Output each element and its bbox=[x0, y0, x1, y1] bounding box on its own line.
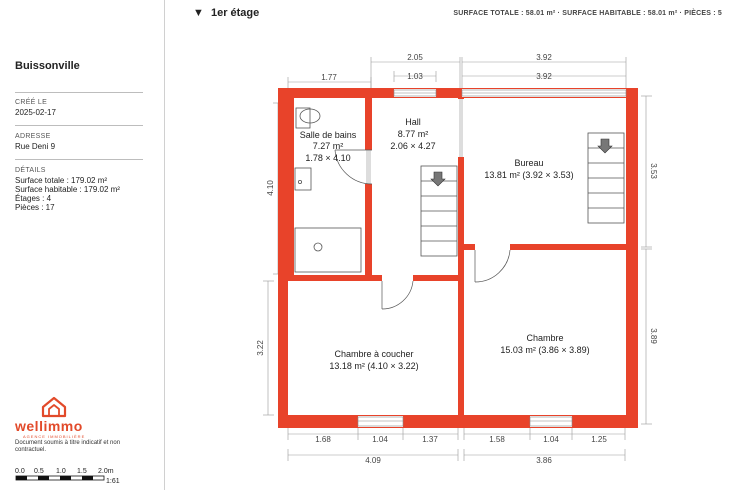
detail-floors: Étages : 4 bbox=[15, 194, 52, 203]
dimension-label: 1.03 bbox=[407, 72, 423, 81]
floor-surfaces-summary: SURFACE TOTALE : 58.01 m² · SURFACE HABITABLE : 58.01 m² · PIÈCES : 5 bbox=[453, 10, 722, 17]
stair-down-arrow-icon bbox=[598, 139, 612, 153]
sink-icon bbox=[295, 168, 311, 190]
scale-tick: 2.0m bbox=[98, 468, 114, 475]
scale-tick: 0.0 bbox=[15, 468, 25, 475]
dimension-label: 1.37 bbox=[422, 435, 438, 444]
detail-rooms: Pièces : 17 bbox=[15, 203, 55, 212]
scale-tick: 1.5 bbox=[77, 468, 87, 475]
dimension-label: 1.04 bbox=[372, 435, 388, 444]
disclaimer: Document soumis à titre indicatif et non contractuel. bbox=[15, 440, 121, 453]
dimension-label: 1.77 bbox=[321, 73, 337, 82]
scale-tick: 1.0 bbox=[56, 468, 66, 475]
room-name-hall: Hall bbox=[405, 117, 421, 127]
dimension-label: 3.53 bbox=[649, 163, 658, 179]
dimension-label: 2.05 bbox=[407, 53, 423, 62]
room-area-chambre: 15.03 m² (3.86 × 3.89) bbox=[500, 345, 590, 355]
dimension-label: 1.25 bbox=[591, 435, 607, 444]
stair-down-arrow-icon bbox=[431, 172, 445, 186]
room-area-bathroom: 7.27 m² bbox=[312, 141, 344, 151]
detail-living-surface: Surface habitable : 179.02 m² bbox=[15, 185, 120, 194]
scale-ratio: 1:61 bbox=[106, 478, 120, 485]
address-label: ADRESSE bbox=[15, 133, 51, 140]
room-name-chambre: Chambre bbox=[526, 333, 564, 343]
room-dims-bathroom: 1.78 × 4.10 bbox=[305, 153, 351, 163]
details-label: DÉTAILS bbox=[15, 167, 46, 174]
dimension-label: 3.89 bbox=[649, 328, 658, 344]
stairs bbox=[421, 133, 624, 256]
dimension-label: 3.92 bbox=[536, 72, 552, 81]
address-value: Rue Deni 9 bbox=[15, 142, 56, 151]
collapse-triangle-icon: ▼ bbox=[193, 7, 204, 19]
room-dims-hall: 2.06 × 4.27 bbox=[390, 141, 436, 151]
created-label: CRÉÉ LE bbox=[15, 99, 48, 106]
dimension-label: 1.04 bbox=[543, 435, 559, 444]
room-area-bedroom: 13.18 m² (4.10 × 3.22) bbox=[329, 361, 419, 371]
dimension-label: 4.09 bbox=[365, 456, 381, 465]
brand-name: wellimmo bbox=[15, 418, 83, 434]
dimension-label: 1.58 bbox=[489, 435, 505, 444]
created-value: 2025-02-17 bbox=[15, 108, 56, 117]
floor-name: 1er étage bbox=[210, 7, 260, 19]
dimension-label: 3.22 bbox=[256, 340, 265, 356]
scale-tick: 0.5 bbox=[34, 468, 44, 475]
shower-icon bbox=[295, 228, 361, 272]
dimension-label: 3.92 bbox=[536, 53, 552, 62]
room-name-bureau: Bureau bbox=[514, 158, 544, 168]
room-name-bedroom: Chambre à coucher bbox=[334, 349, 414, 359]
brand-tagline: AGENCE IMMOBILIÈRE bbox=[23, 434, 86, 439]
dimension-label: 4.10 bbox=[266, 180, 275, 196]
property-title: Buissonville bbox=[15, 60, 80, 72]
dimension-label: 3.86 bbox=[536, 456, 552, 465]
room-name-bathroom: Salle de bains bbox=[299, 130, 357, 140]
dimension-lines bbox=[263, 57, 652, 461]
openings bbox=[358, 89, 626, 427]
room-area-hall: 8.77 m² bbox=[397, 129, 429, 139]
room-area-bureau: 13.81 m² (3.92 × 3.53) bbox=[484, 170, 574, 180]
dimension-label: 1.68 bbox=[315, 435, 331, 444]
detail-total-surface: Surface totale : 179.02 m² bbox=[15, 176, 108, 185]
